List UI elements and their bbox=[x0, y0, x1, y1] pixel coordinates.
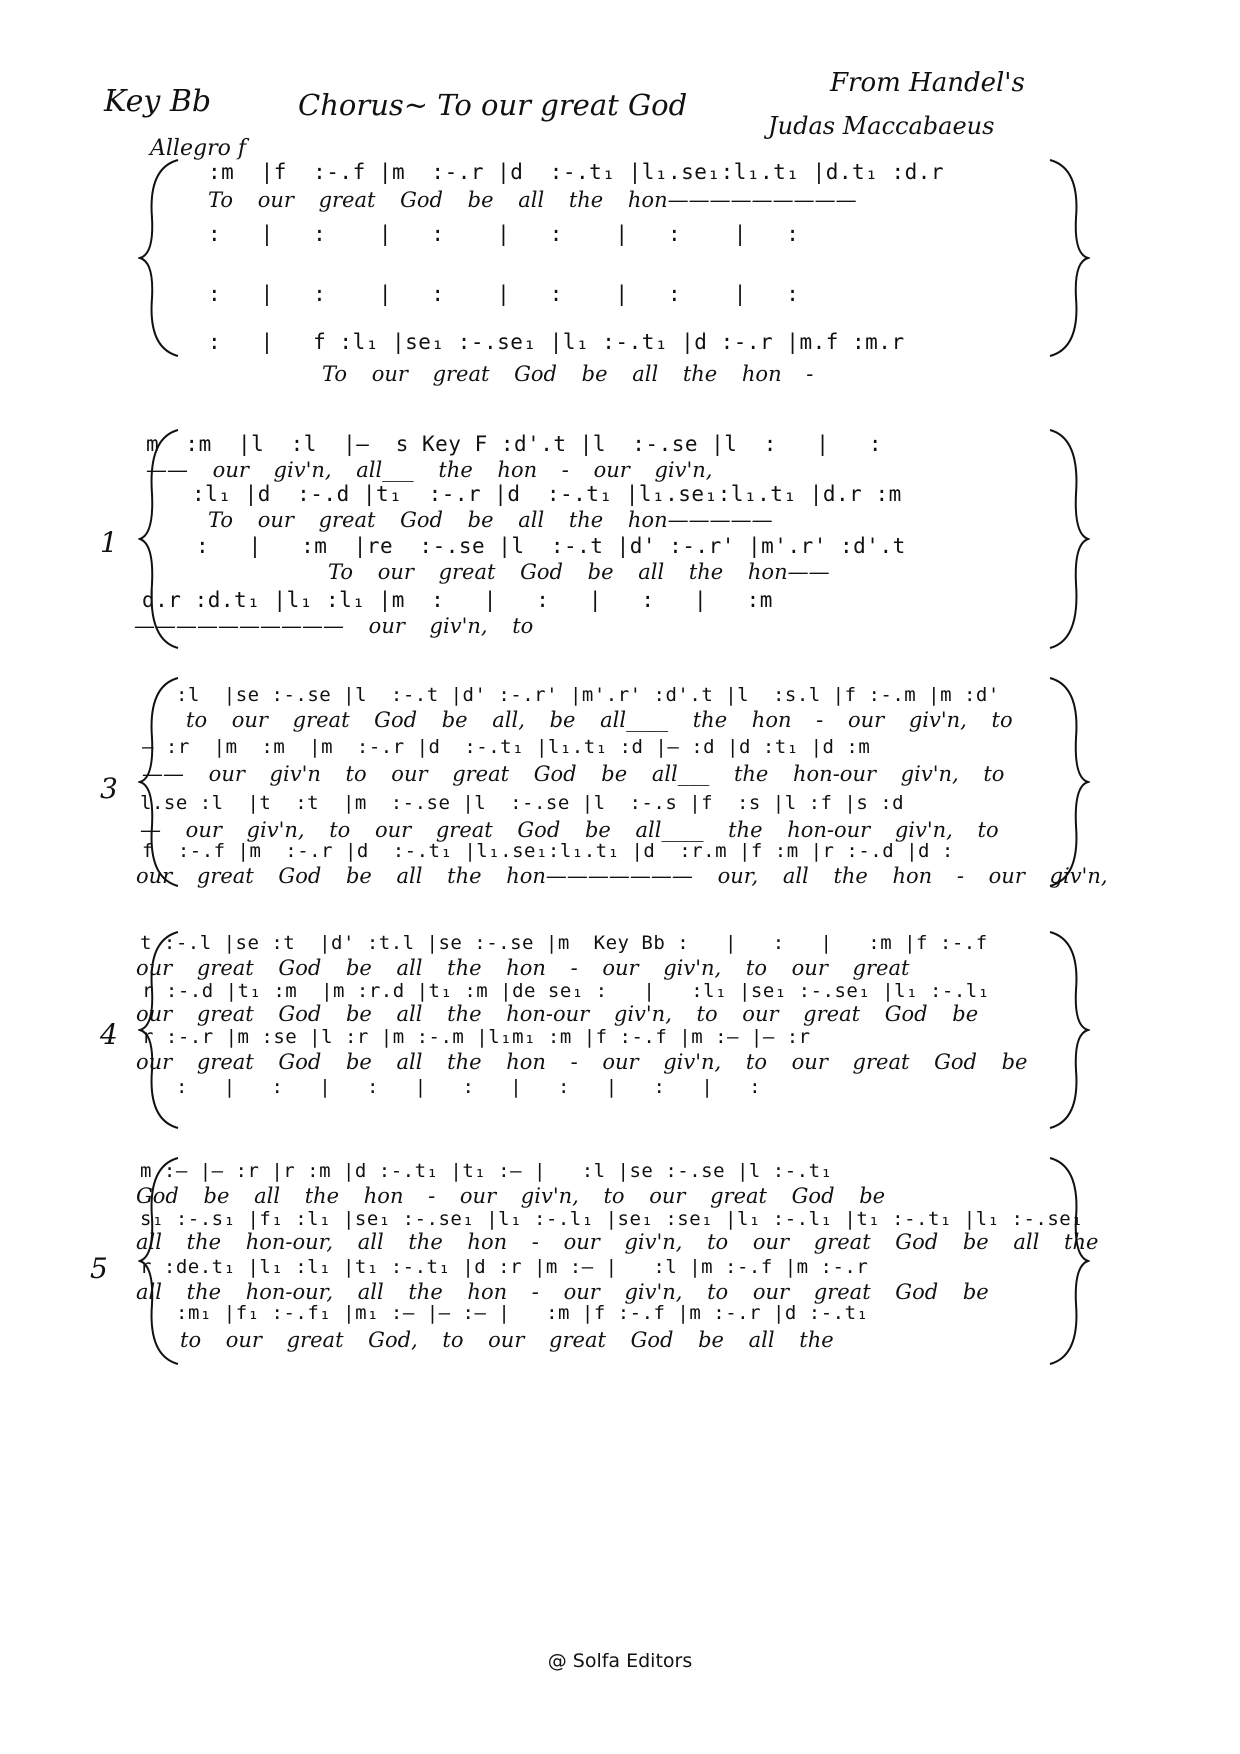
system-number: 5 bbox=[90, 1252, 108, 1285]
notes-line: f :-.f |m :-.r |d :-.t₁ |l₁.se₁:l₁.t₁ |d :r.m |f :m |r :-.d |d : bbox=[142, 840, 954, 862]
lyrics-line: —— our giv'n to our great God be all___ the hon-our giv'n, to bbox=[142, 762, 1005, 786]
notes-line: m :m |l :l |— s Key F :d'.t |l :-.se |l : | : bbox=[146, 432, 883, 456]
notes-line: s₁ :-.s₁ |f₁ :l₁ |se₁ :-.se₁ |l₁ :-.l₁ |se₁ :se₁ |l₁ :-.l₁ |t₁ :-.t₁ |l₁ :-.se₁ bbox=[140, 1208, 1084, 1230]
lyrics-line: God be all the hon - our giv'n, to our great God be bbox=[136, 1184, 886, 1208]
notes-line: — :r |m :m |m :-.r |d :-.t₁ |l₁.t₁ :d |— :d |d :t₁ |d :m bbox=[142, 736, 871, 758]
system-number: 4 bbox=[100, 1018, 118, 1051]
notes-line: :l₁ |d :-.d |t₁ :-.r |d :-.t₁ |l₁.se₁:l₁.t₁ |d.r :m bbox=[192, 482, 902, 506]
lyrics-line: To our great God be all the hon—— bbox=[328, 560, 830, 584]
key-signature: Key Bb bbox=[104, 84, 212, 119]
notes-line: t :-.l |se :t |d' :t.l |se :-.se |m Key Bb : | : | :m |f :-.f bbox=[140, 932, 988, 954]
piece-title: Chorus~ To our great God bbox=[298, 88, 688, 122]
system-number: 1 bbox=[100, 526, 118, 559]
lyrics-line: — our giv'n, to our great God be all____ the hon-our giv'n, to bbox=[140, 818, 999, 842]
lyrics-line: —————————— our giv'n, to bbox=[134, 614, 534, 638]
notes-line: : | :m |re :-.se |l :-.t |d' :-.r' |m'.r' :d'.t bbox=[196, 534, 906, 558]
lyrics-line: our great God be all the hon-our giv'n, to our great God be bbox=[136, 1002, 979, 1026]
notes-line: : | : | : | : | : | : bbox=[208, 282, 800, 306]
source-line-1: From Handel's bbox=[830, 68, 1025, 98]
notes-line: m :— |— :r |r :m |d :-.t₁ |t₁ :— | :l |se :-.se |l :-.t₁ bbox=[140, 1160, 833, 1182]
tempo-marking: Allegro f bbox=[150, 136, 246, 161]
notes-line: : | : | : | : | : | : bbox=[208, 222, 800, 246]
lyrics-line: all the hon-our, all the hon - our giv'n, to our great God be bbox=[136, 1280, 989, 1304]
notes-line: : | : | : | : | : | : | : bbox=[176, 1076, 762, 1098]
system-brace-right-3 bbox=[1044, 930, 1090, 1130]
notes-line: :l |se :-.se |l :-.t |d' :-.r' |m'.r' :d'.t |l :s.l |f :-.m |m :d' bbox=[176, 684, 1000, 706]
notes-line: :m |f :-.f |m :-.r |d :-.t₁ |l₁.se₁:l₁.t₁ |d.t₁ :d.r bbox=[208, 160, 945, 184]
notes-line: :m₁ |f₁ :-.f₁ |m₁ :— |— :— | :m |f :-.f |m :-.r |d :-.t₁ bbox=[176, 1302, 869, 1324]
lyrics-line: To our great God be all the hon————— bbox=[208, 508, 773, 532]
notes-line: r :-.r |m :se |l :r |m :-.m |l₁m₁ :m |f :-.f |m :— |— :r bbox=[142, 1026, 811, 1048]
notes-line: d.r :d.t₁ |l₁ :l₁ |m : | : | : | :m bbox=[142, 588, 773, 612]
system-number: 3 bbox=[100, 772, 118, 805]
publisher-credit: @ Solfa Editors bbox=[547, 1650, 693, 1672]
lyrics-line: our great God be all the hon——————— our, all the hon - our giv'n, bbox=[136, 864, 1108, 888]
system-brace-left-0 bbox=[138, 158, 184, 358]
lyrics-line: To our great God be all the hon————————— bbox=[208, 188, 857, 212]
lyrics-line: —— our giv'n, all___ the hon - our giv'n, bbox=[146, 458, 713, 482]
notes-line: r :-.d |t₁ :m |m :r.d |t₁ :m |de se₁ : | :l₁ |se₁ :-.se₁ |l₁ :-.l₁ bbox=[142, 980, 990, 1002]
notes-line: r :de.t₁ |l₁ :l₁ |t₁ :-.t₁ |d :r |m :— | :l |m :-.f |m :-.r bbox=[140, 1256, 869, 1278]
lyrics-line: our great God be all the hon - our giv'n, to our great God be bbox=[136, 1050, 1028, 1074]
lyrics-line: To our great God be all the hon - bbox=[322, 362, 814, 386]
source-line-2: Judas Maccabaeus bbox=[768, 112, 995, 140]
lyrics-line: to our great God be all, be all____ the hon - our giv'n, to bbox=[186, 708, 1013, 732]
lyrics-line: to our great God, to our great God be all the bbox=[180, 1328, 834, 1352]
lyrics-line: our great God be all the hon - our giv'n, to our great bbox=[136, 956, 910, 980]
notes-line: l.se :l |t :t |m :-.se |l :-.se |l :-.s |f :s |l :f |s :d bbox=[140, 792, 905, 814]
lyrics-line: all the hon-our, all the hon - our giv'n, to our great God be all the bbox=[136, 1230, 1099, 1254]
notes-line: : | f :l₁ |se₁ :-.se₁ |l₁ :-.t₁ |d :-.r |m.f :m.r bbox=[208, 330, 905, 354]
